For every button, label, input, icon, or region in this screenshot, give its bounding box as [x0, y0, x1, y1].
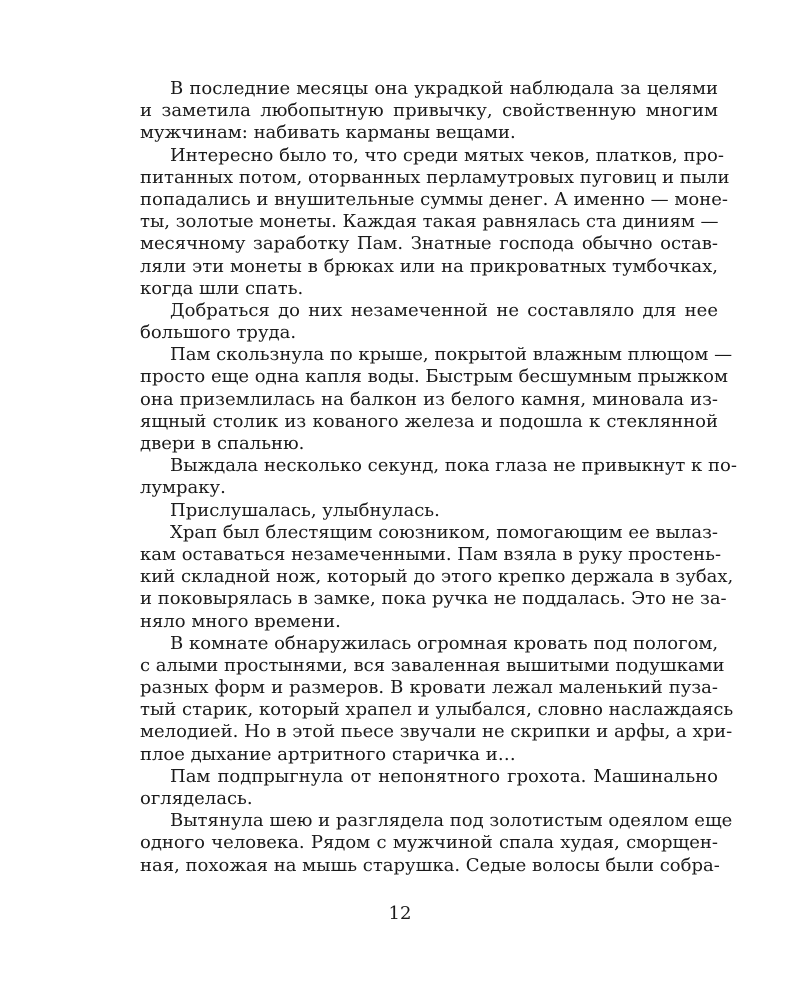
text-line: Добраться до них незамеченной не составляло для нее: [170, 299, 718, 321]
text-line: няло много времени.: [140, 610, 341, 632]
text-line: ная, похожая на мышь старушка. Седые волосы были собра-: [140, 854, 720, 876]
text-line: одного человека. Рядом с мужчиной спала худая, сморщен-: [140, 832, 718, 854]
text-line: разных форм и размеров. В кровати лежал маленький пуза-: [140, 677, 718, 699]
text-line: просто еще одна капля воды. Быстрым бесшумным прыжком: [140, 366, 728, 388]
text-line: кам оставаться незамеченными. Пам взяла в руку простень-: [140, 543, 722, 565]
text-line: В комнате обнаружилась огромная кровать под пологом,: [170, 632, 719, 654]
text-line: тый старик, который храпел и улыбался, словно наслаждаясь: [140, 699, 734, 721]
text-line: мелодией. Но в этой пьесе звучали не скрипки и арфы, а хри-: [140, 721, 733, 743]
text-line: Пам подпрыгнула от непонятного грохота. Машинально: [170, 765, 718, 787]
text-line: месячному заработку Пам. Знатные господа обычно остав-: [140, 233, 718, 255]
text-line: Пам скользнула по крыше, покрытой влажным плющом —: [170, 344, 733, 366]
text-line: большого труда.: [140, 322, 297, 344]
text-line: ляли эти монеты в брюках или на прикроватных тумбочках,: [140, 255, 718, 277]
text-line: кий складной нож, который до этого крепко держала в зубах,: [140, 566, 734, 588]
text-line: Вытянула шею и разглядела под золотистым одеялом еще: [170, 810, 733, 832]
text-line: двери в спальню.: [140, 433, 305, 454]
text-line: и заметила любопытную привычку, свойственную многим: [140, 100, 718, 122]
text-line: ящный столик из кованого железа и подошла к стеклянной: [140, 410, 718, 432]
text-line: ты, золотые монеты. Каждая такая равнялась ста диниям —: [140, 211, 719, 233]
text-line: мужчинам: набивать карманы вещами.: [140, 122, 516, 144]
text-line: питанных потом, оторванных перламутровых пуговиц и пыли: [140, 166, 730, 188]
text-line: Храп был блестящим союзником, помогающим ее вылаз-: [170, 521, 718, 543]
text-line: она приземлилась на балкон из белого камня, миновала из-: [140, 388, 718, 410]
text-line: и поковырялась в замке, пока ручка не поддалась. Это не за-: [140, 588, 727, 610]
text-line: когда шли спать.: [140, 277, 304, 299]
text-line: В последние месяцы она украдкой наблюдала за целями: [170, 78, 718, 99]
text-line: Прислушалась, улыбнулась.: [170, 499, 440, 521]
text-line: лумраку.: [140, 477, 226, 499]
text-line: плое дыхание артритного старичка и…: [140, 743, 516, 765]
text-line: попадались и внушительные суммы денег. А именно — моне-: [140, 188, 728, 210]
text-line: Интересно было то, что среди мятых чеков, платков, про-: [170, 144, 724, 166]
page-number: 12: [388, 903, 412, 924]
body-text: [140, 78, 737, 877]
text-line: огляделась.: [140, 788, 253, 809]
text-line: Выждала несколько секунд, пока глаза не привыкнут к по-: [170, 455, 737, 477]
text-line: с алыми простынями, вся заваленная вышитыми подушками: [140, 654, 725, 676]
